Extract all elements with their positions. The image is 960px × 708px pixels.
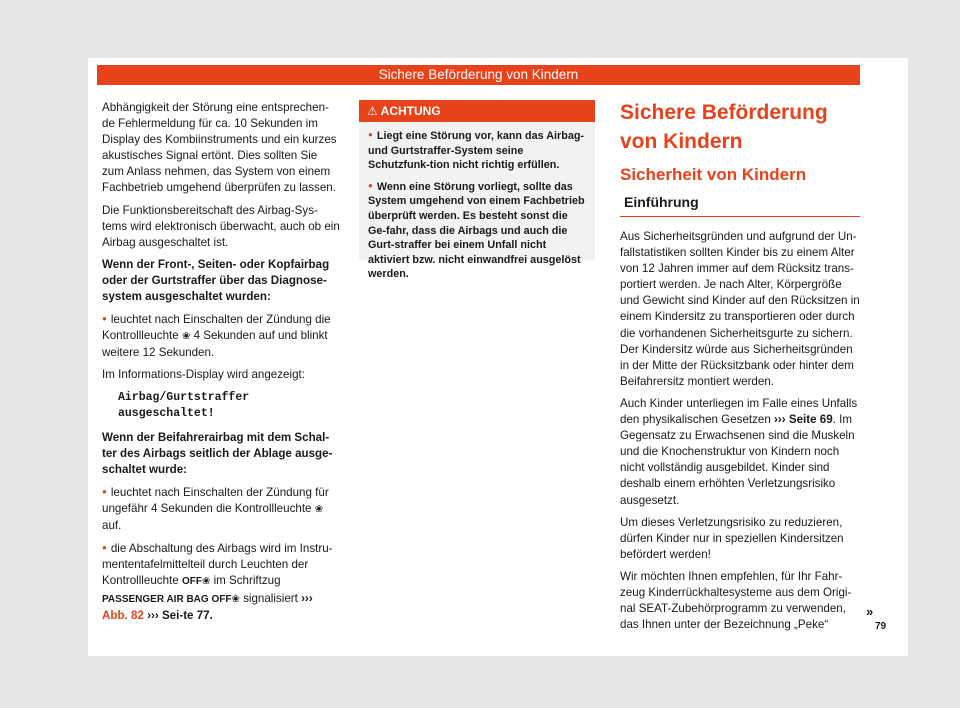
list-item: ● leuchtet nach Einschalten der Zündung die Kontrollleuchte ❀ 4 Sekunden auf und blinkt weitere 12 Sekunden. [102, 311, 340, 361]
paragraph: Um dieses Verletzungsrisiko zu reduzieren, dürfen Kinder nur in speziellen Kindersitzen befördert werden! [620, 515, 844, 561]
figure-link[interactable]: Abb. 82 [102, 608, 144, 622]
ref-arrow: ››› [774, 413, 786, 427]
page-ref-link[interactable]: Sei-te 77. [161, 608, 213, 622]
warning-triangle-icon: ⚠ [367, 104, 378, 118]
warning-item: ● Wenn eine Störung vorliegt, sollte das System umgehend von einem Fachbetrieb überprüft werden. Es besteht sonst die Ge-fahr, dass die Airbags und auch die Gurt-straffer bei einem Unfall nicht aktiviert bzw. nicht einwandfrei ausgelöst werden. [368, 179, 586, 282]
section-title: Sicherheit von Kindern [620, 165, 807, 184]
left-column [102, 100, 340, 630]
airbag-off-icon: ❀ [231, 593, 240, 605]
display-message: Airbag/Gurtstraffer ausgeschaltet! [118, 390, 250, 420]
warning-header: ⚠ ACHTUNG [359, 100, 595, 122]
airbag-off-icon: ❀ [201, 576, 211, 588]
paragraph: Abhängigkeit der Störung eine entsprechen-de Fehlermeldung für ca. 10 Sekunden im Display des Kombiinstruments und ein kurzes akustisches Signal ertönt. Dies sollten Sie zum Anlass nehmen, das System von einem Fachbetrieb umgehend überprüfen zu lassen. [102, 101, 337, 195]
warning-box [359, 100, 595, 281]
list-item: ● die Abschaltung des Airbags wird im Instru-mententafelmittelteil durch Leuchten der Kontrollleuchte OFF❀ im Schriftzug PASSENGER AIR BAG OFF❀ signalisiert ››› Abb. 82 ››› Sei-te 77. [102, 540, 340, 623]
list-item: ● leuchtet nach Einschalten der Zündung für ungefähr 4 Sekunden die Kontrollleuchte ❀ auf. [102, 484, 340, 534]
airbag-off-glyph: OFF [181, 576, 202, 588]
ref-arrow: ››› [301, 591, 313, 605]
warning-item: ● Liegt eine Störung vor, kann das Airbag- und Gurtstraffer-System seine Schutzfunk-tion nicht richtig erfüllen. [368, 128, 586, 173]
paragraph: Wir möchten Ihnen empfehlen, für Ihr Fahr-zeug Kinderrückhaltesysteme aus dem Origi-nal SEAT-Zubehörprogramm zu verwenden, das Ihnen unter der Bezeichnung „Peke“ [620, 569, 852, 632]
subheading: Wenn der Beifahrerairbag mit dem Schal-ter des Airbags seitlich der Ablage ausge-schaltet wurde: [102, 430, 333, 476]
paragraph: Aus Sicherheitsgründen und aufgrund der Un-fallstatistiken sollten Kinder bis zu einem Alter von 12 Jahren immer auf dem Rücksitz trans-portiert werden. Je nach Alter, Körpergröße und Gewicht sind Kinder auf den Rücksitzen in einem Kindersitz zu transportieren oder durch die vorhandenen Sicherheitsgurte zu sichern. Der Kindersitz würde aus Sicherheitsgründen in der Mitte der Rücksitzbank oder hinter dem Beifahrersitz montiert werden. [620, 230, 860, 388]
airbag-warning-icon: ❀ [181, 331, 191, 343]
page-ref-link[interactable]: Seite 69 [788, 413, 833, 427]
subsection-title: Einführung [620, 192, 860, 217]
passenger-airbag-off-glyph: PASSENGER AIR BAG OFF [102, 593, 232, 605]
continue-marker: » [866, 604, 874, 619]
right-column [620, 98, 860, 639]
paragraph: Im Informations-Display wird angezeigt: [102, 368, 305, 382]
airbag-warning-icon: ❀ [314, 504, 324, 516]
paragraph: Auch Kinder unterliegen im Falle eines Unfalls den physikalischen Gesetzen ››› Seite 69. Im Gegensatz zu Erwachsenen sind die Muskeln und die Knochenstruktur von Kindern noch nicht vollständig ausgebildet. Kinder sind deshalb einem erhöhten Verletzungsrisiko ausgesetzt. [620, 396, 858, 507]
subheading: Wenn der Front-, Seiten- oder Kopfairbag oder der Gurtstraffer über das Diagnose-system ausgeschaltet wurden: [102, 257, 330, 304]
ref-arrow: ››› [147, 608, 159, 622]
page-number: 79 [875, 621, 887, 632]
paragraph: Die Funktionsbereitschaft des Airbag-Sys-tems wird elektronisch überwacht, auch ob ein Airbag ausgeschaltet ist. [102, 203, 340, 249]
page-header: Sichere Beförderung von Kindern [97, 65, 860, 85]
chapter-title: Sichere Beförderung von Kindern [620, 101, 828, 153]
